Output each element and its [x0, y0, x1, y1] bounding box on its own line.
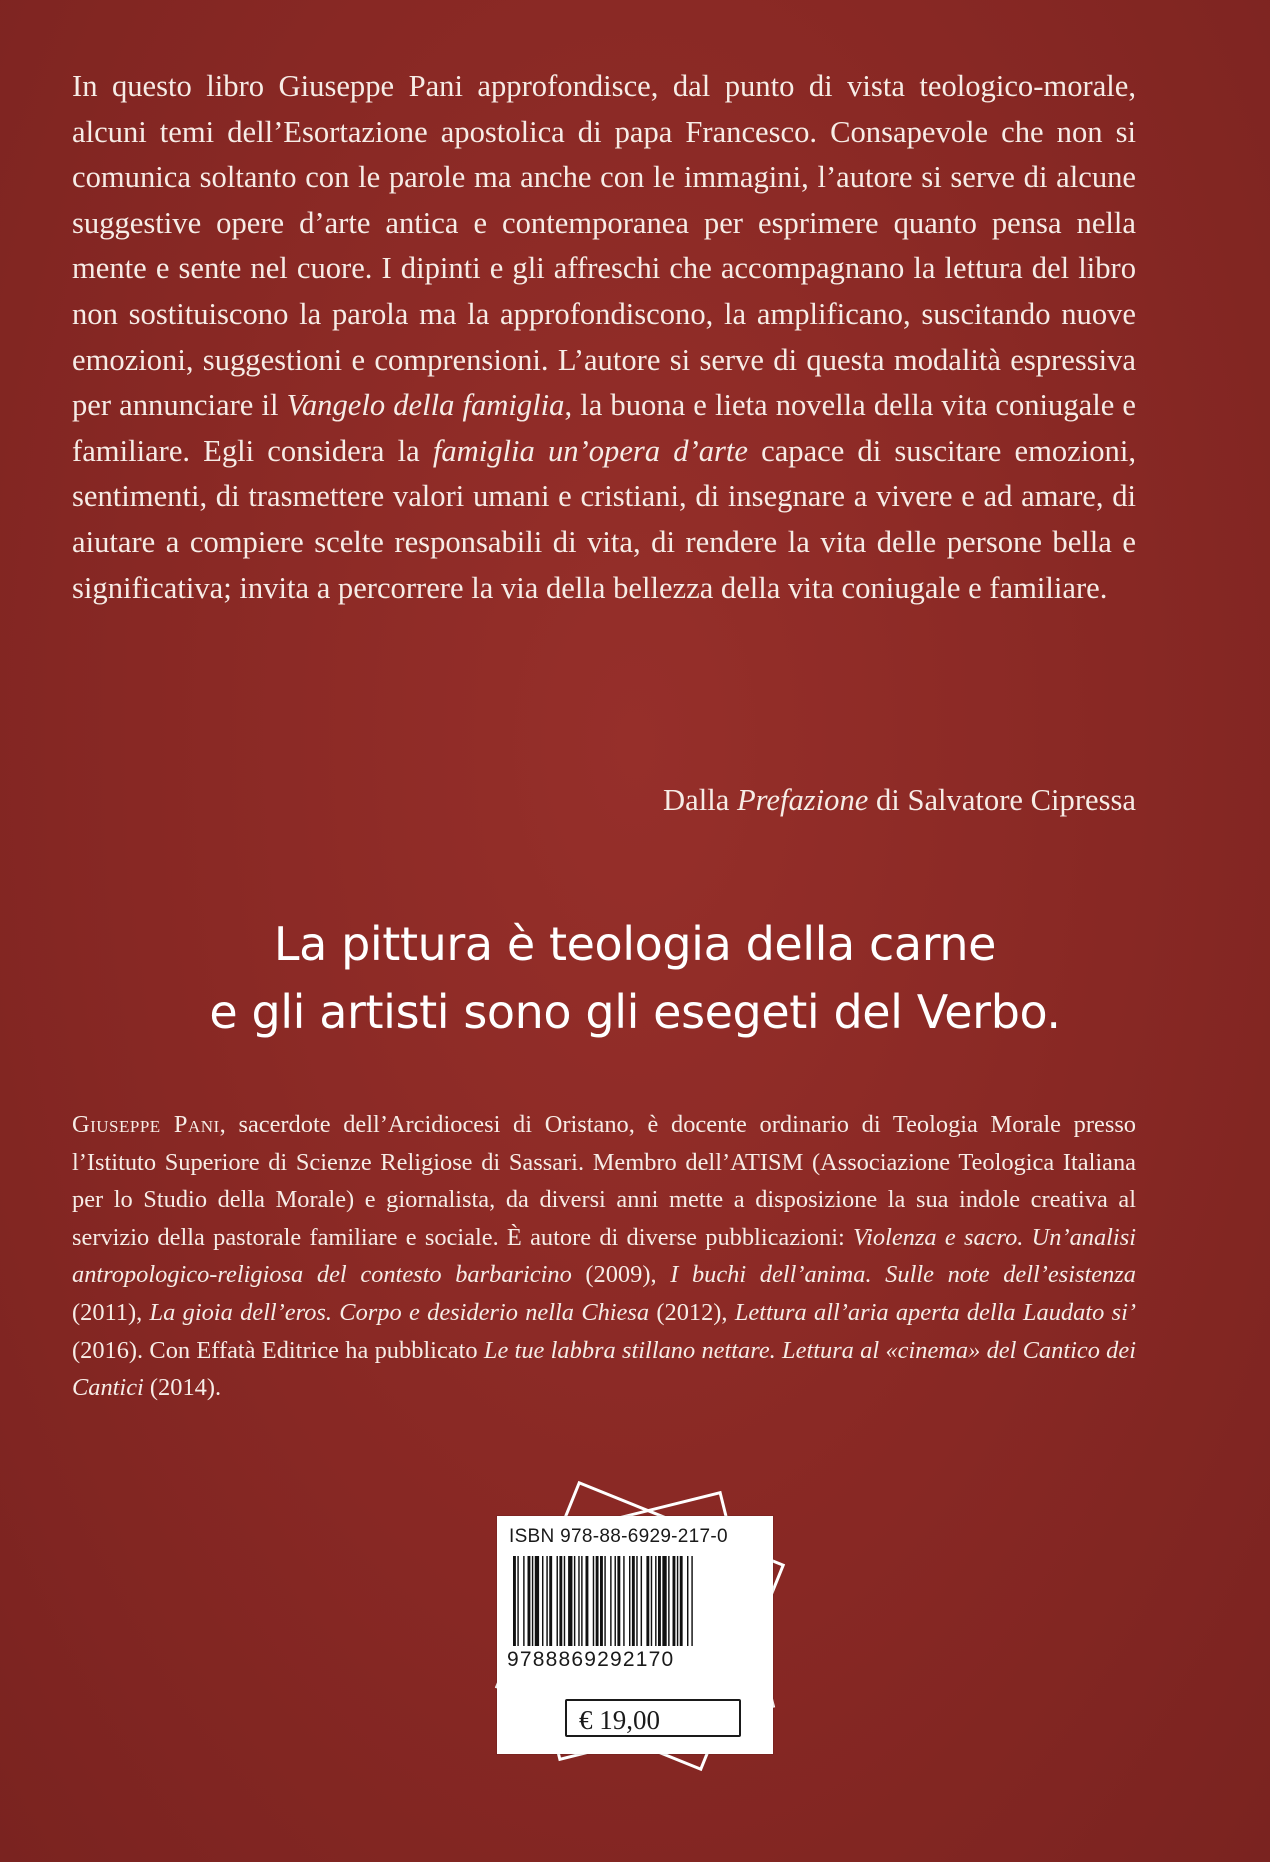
bio-title: Le tue labbra stillano nettare. Lettura al «cinema» del Cantico dei Cantici [72, 1336, 1136, 1402]
bio-segment: (2011), [72, 1298, 150, 1326]
blurb-italic: Vangelo della famiglia [286, 388, 565, 423]
quote-line-2: e gli artisti sono gli esegeti del Verbo. [209, 985, 1061, 1039]
bio-segment: (2014). [143, 1374, 222, 1402]
bio-title: Lettura all’aria aperta della Laudato si’ [734, 1298, 1136, 1326]
pull-quote [0, 910, 1270, 1046]
author-bio [72, 1106, 1136, 1407]
attribution-italic: Prefazione [736, 783, 869, 817]
blurb-segment: In questo libro Giuseppe Pani approfondisce, dal punto di vista teologico-morale, alcuni temi dell’Esortazione apostolica di papa Francesco. Consapevole che non si comunica soltanto con le parole ma anche con le immagini, l’autore si serve di alcune suggestive opere d’arte antica e contemporanea per esprimere quanto pensa nella mente e sente nel cuore. I dipinti e gli affreschi che accompagnano la lettura del libro non sostituiscono la parola ma la approfondiscono, la amplificano, suscitando nuove emozioni, suggestioni e comprensioni. L’autore si serve di questa modalità espressiva per annunciare il [72, 69, 1136, 423]
isbn-text: ISBN 978-88-6929-217-0 [509, 1526, 728, 1547]
attribution-suffix: di Salvatore Cipressa [868, 783, 1136, 817]
price-box: € 19,00 [565, 1699, 741, 1737]
blurb-segment: capace di suscitare emozioni, sentimenti, di trasmettere valori umani e cristiani, di insegnare a vivere e ad amare, di aiutare a compiere scelte responsabili di vita, di rendere la vita delle persone bella e significativa; invita a percorrere la via della bellezza della vita coniugale e familiare. [72, 433, 1137, 605]
bio-segment: (2012), [649, 1298, 735, 1326]
blurb-text [72, 64, 1136, 611]
bio-segment: (2016). Con Effatà Editrice ha pubblicato [72, 1336, 484, 1364]
bio-title: La gioia dell’eros. Corpo e desiderio nella Chiesa [149, 1298, 650, 1326]
barcode-label [497, 1516, 773, 1754]
barcode-icon [511, 1556, 757, 1646]
blurb-segment: , la buona e lieta novella della vita coniugale e familiare. Egli considera la [72, 388, 1136, 468]
bio-title: Violenza e sacro. Un’analisi antropologico-religiosa del contesto barbaricino [72, 1223, 1136, 1289]
preface-attribution [663, 778, 1136, 823]
attribution-prefix: Dalla [663, 783, 737, 817]
barcode-digits: 9788869292170 [507, 1648, 675, 1671]
author-name: Giuseppe Pani [72, 1111, 220, 1138]
blurb-italic: famiglia un’opera d’arte [432, 433, 748, 468]
quote-line-1: La pittura è teologia della carne [273, 917, 997, 971]
bio-segment: (2009), [571, 1261, 671, 1289]
bio-segment: , sacerdote dell’Arcidiocesi di Oristano, è docente ordinario di Teologia Morale presso l’Istituto Superiore di Scienze Religiose di Sassari. Membro dell’ATISM (Associazione Teologica Italiana per lo Studio della Morale) e giornalista, da diversi anni mette a disposizione la sua indole creativa al servizio della pastorale familiare e sociale. È autore di diverse pubblicazioni: [72, 1111, 1137, 1251]
bio-title: I buchi dell’anima. Sulle note dell’esistenza [670, 1261, 1136, 1289]
